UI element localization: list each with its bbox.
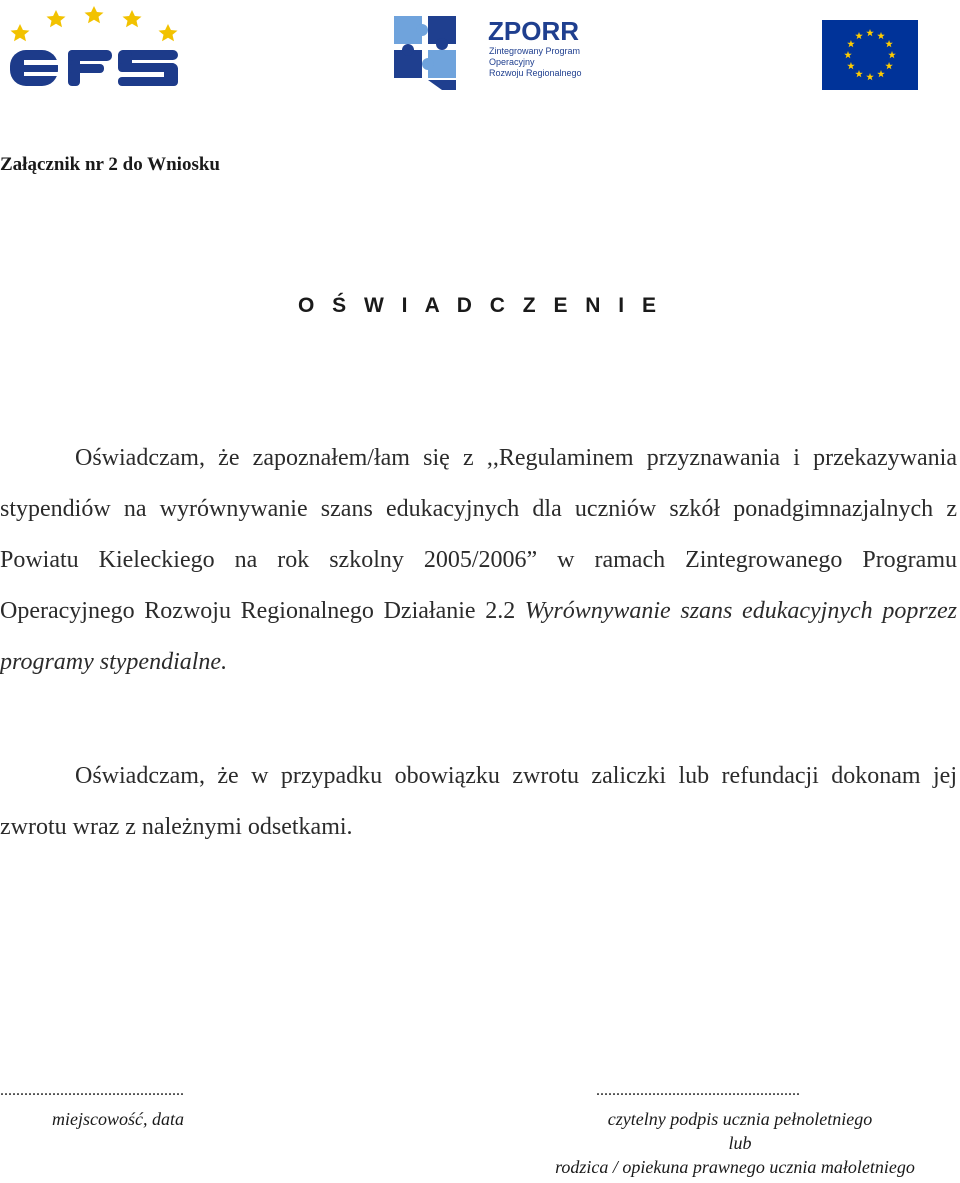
or-caption: lub xyxy=(728,1133,752,1153)
efs-stars-icon xyxy=(11,6,178,41)
place-date-caption: miejscowość, data xyxy=(52,1109,184,1129)
paragraph-1-text: Oświadczam, że zapoznałem/łam się z ,,Regulaminem przyznawania i przekazywania stypendiów na wyrównywanie szans edukacyjnych dla uczniów szkół ponadgimnazjalnych z Powiatu Kieleckiego na rok szkolny 2005/2006” w ramach Zintegrowanego Programu Operacyjnego Rozwoju Regionalnego Działanie 2.2 xyxy=(0,445,957,624)
efs-logo xyxy=(6,4,182,92)
zporr-name: ZPORR xyxy=(488,16,579,46)
document-title: O Ś W I A D C Z E N I E xyxy=(298,294,662,317)
attachment-label: Załącznik nr 2 do Wniosku xyxy=(0,154,220,175)
zporr-line2: Operacyjny xyxy=(489,57,535,67)
declaration-paragraph-2 xyxy=(0,751,957,853)
declaration-paragraph-1 xyxy=(0,433,957,688)
puzzle-icon xyxy=(394,16,456,90)
place-date-dotted-line: .............................................. xyxy=(0,1082,184,1099)
paragraph-1-italic: Wyrównywanie szans edukacyjnych poprzez programy stypendialne. xyxy=(0,598,957,675)
paragraph-2-text: Oświadczam, że w przypadku obowiązku zwrotu zaliczki lub refundacji dokonam jej zwrotu wraz z należnymi odsetkami. xyxy=(0,763,957,840)
adult-signature-caption: czytelny podpis ucznia pełnoletniego xyxy=(607,1109,873,1129)
zporr-line3: Rozwoju Regionalnego xyxy=(489,68,582,78)
zporr-line1: Zintegrowany Program xyxy=(489,46,581,56)
eu-flag-logo xyxy=(822,20,918,90)
signature-dotted-line: ................................................... xyxy=(596,1082,800,1099)
guardian-signature-caption: rodzica / opiekuna prawnego ucznia małoletniego xyxy=(555,1157,915,1177)
zporr-logo xyxy=(392,10,592,94)
